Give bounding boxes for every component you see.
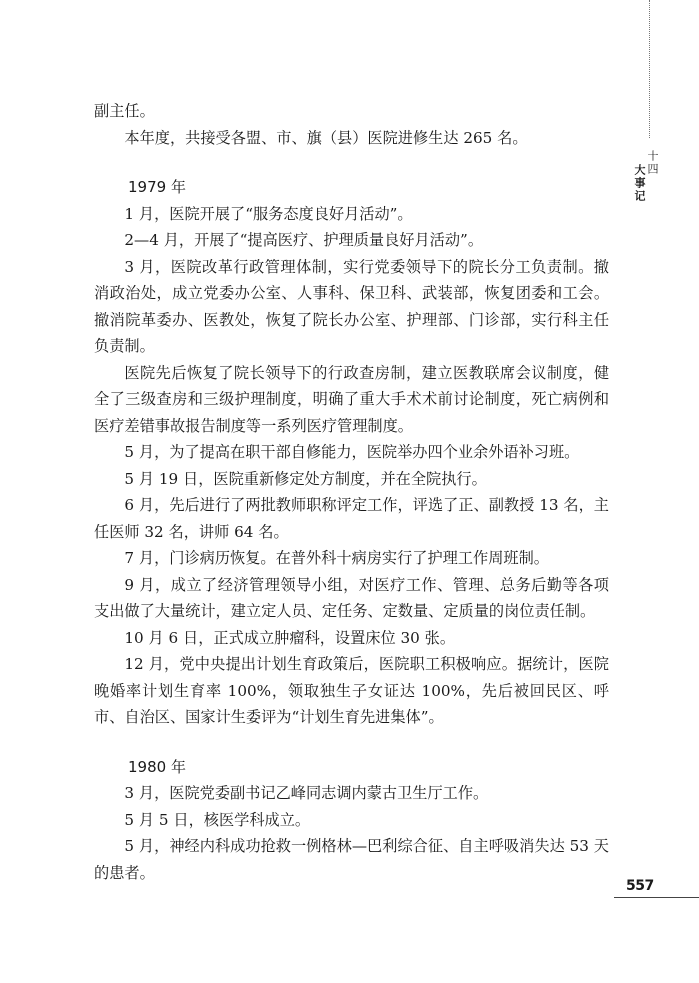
margin-dotted-line — [649, 0, 650, 138]
paragraph: 2—4 月，开展了“提高医疗、护理质量良好月活动”。 — [124, 231, 484, 249]
paragraph: 12 月，党中央提出计划生育政策后，医院职工积极响应。据统计，医院晚婚率计划生育率 100%，领取独生子女证达 100%，先后被回民区、呼市、自治区、国家计生委评为“计划生育先进集体”。 — [94, 655, 609, 726]
paragraph: 3 月，医院改革行政管理体制，实行党委领导下的院长分工负责制。撤消政治处，成立党委办公室、人事科、保卫科、武装部，恢复团委和工会。撤消院革委办、医教处，恢复了院长办公室、护理部、门诊部，实行科主任负责制。 — [94, 257, 609, 355]
page-number-block — [614, 880, 699, 899]
paragraph: 副主任。 — [94, 102, 155, 120]
paragraph: 6 月，先后进行了两批教师职称评定工作，评选了正、副教授 13 名，主任医师 32 名，讲师 64 名。 — [94, 496, 609, 541]
paragraph: 9 月，成立了经济管理领导小组，对医疗工作、管理、总务后勤等各项支出做了大量统计，建立定人员、定任务、定数量、定质量的岗位责任制。 — [94, 575, 609, 620]
page-number: 557 — [626, 878, 654, 894]
paragraph: 3 月，医院党委副书记乙峰同志调内蒙古卫生厅工作。 — [124, 784, 489, 802]
paragraph: 本年度，共接受各盟、市、旗（县）医院进修生达 265 名。 — [124, 128, 528, 147]
paragraph: 5 月 19 日，医院重新修定处方制度，并在全院执行。 — [124, 469, 487, 488]
chapter-tab — [633, 150, 659, 203]
year-heading-1979: 1979 年 — [128, 178, 186, 196]
paragraph: 医院先后恢复了院长领导下的行政查房制，建立医教联席会议制度，健全了三级查房和三级护理制度，明确了重大手术术前讨论制度，死亡病例和医疗差错事故报告制度等一系列医疗管理制度。 — [94, 363, 609, 435]
paragraph: 5 月 5 日，核医学科成立。 — [124, 810, 311, 829]
body-text — [94, 98, 609, 886]
paragraph: 5 月，为了提高在职干部自修能力，医院举办四个业余外语补习班。 — [124, 443, 580, 461]
year-heading-1980: 1980 年 — [128, 757, 186, 776]
paragraph: 10 月 6 日，正式成立肿瘤科，设置床位 30 张。 — [124, 628, 456, 647]
paragraph: 1 月，医院开展了“服务态度良好月活动”。 — [124, 204, 413, 223]
paragraph: 7 月，门诊病历恢复。在普外科十病房实行了护理工作周班制。 — [124, 549, 549, 567]
chapter-title: 大事记 — [633, 164, 646, 203]
chapter-number: 十四 — [646, 150, 659, 176]
page-number-rule — [614, 897, 699, 898]
paragraph: 5 月，神经内科成功抢救一例格林—巴利综合征、自主呼吸消失达 53 天的患者。 — [94, 837, 609, 882]
